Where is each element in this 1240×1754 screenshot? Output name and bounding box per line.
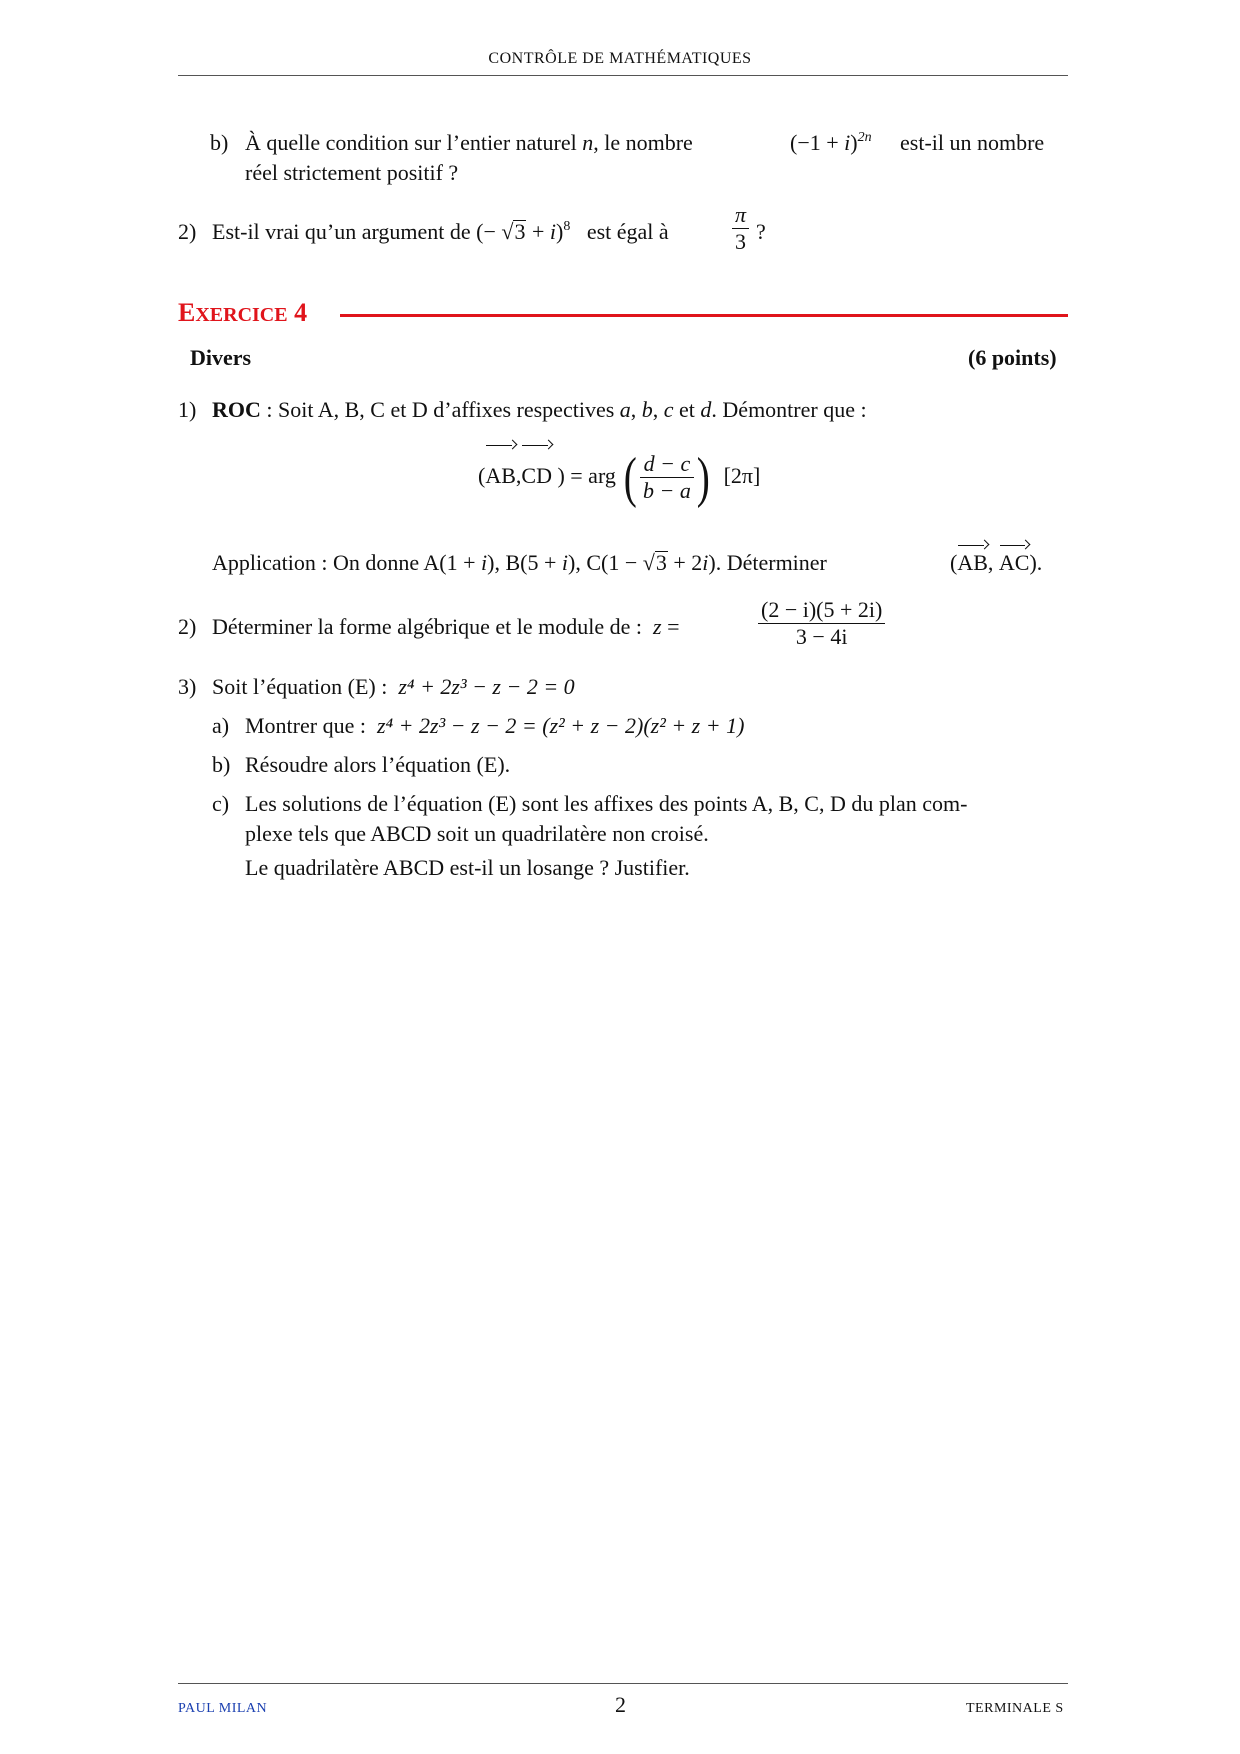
exq3a-label: a) [212,713,230,738]
exq3b-label: b) [212,752,231,777]
right-paren: ) [696,446,710,509]
vector-ab-2: AB [957,548,988,578]
exercise-points: (6 points) [968,345,1057,370]
exq3c-line1: Les solutions de l’équation (E) sont les affixes des points A, B, C, D du plan com- [245,791,968,816]
header-title: CONTRÔLE DE MATHÉMATIQUES [488,50,752,67]
vector-ac: AC [999,548,1030,578]
roc-formula: (AB,CD ) = arg ( $\frac{d - c}{b - a}$ ) [2π] [478,446,761,509]
footer-author: PAUL MILAN [178,1701,268,1716]
application-line: Application : On donne A(1 + i), B(5 + i), C(1 − √3 + 2i). Déterminer [212,550,827,575]
q1b-line1-end: est-il un nombre [900,130,1045,155]
exq3c-line3: Le quadrilatère ABCD est-il un losange ? Justifier. [245,855,690,880]
exq3b-text: Résoudre alors l’équation (E). [245,752,511,777]
exq2-fraction: $\frac{(2 - i)(5 + 2i)}{3 - 4i}$ [758,597,885,650]
exq1-text: ROC : Soit A, B, C et D d’affixes respectives a, b, c et d. Démontrer que : [212,397,867,422]
q2-text: Est-il vrai qu’un argument de (− √3 + i)$^8$ est égal à [212,219,669,244]
q1b-expression: $(-1 + i)^{2n}$ [790,130,872,155]
exq2-label: 2) [178,614,197,639]
vector-cd: CD [521,448,552,504]
q2-fraction: $\frac{\pi}{3}$ [732,202,749,255]
q1b-label: b) [210,130,229,155]
header-rule [178,75,1068,76]
q1b-line1: À quelle condition sur l’entier naturel n, le nombre [245,130,693,155]
q1b-line2: réel strictement positif ? [245,160,459,185]
exq3-text: Soit l’équation (E) : z⁴ + 2z³ − z − 2 = 0 [212,674,575,699]
exercise-subtitle: Divers [190,345,252,370]
footer-page-number: 2 [615,1692,626,1717]
exq3a-text: Montrer que : z⁴ + 2z³ − z − 2 = (z² + z − 2)(z² + z + 1) [245,713,745,738]
exq3c-line2: plexe tels que ABCD soit un quadrilatère non croisé. [245,821,709,846]
exq2-text: Déterminer la forme algébrique et le module de : z = [212,614,680,639]
q2-label: 2) [178,219,197,244]
exq3-label: 3) [178,674,197,699]
exercise-red-rule [340,314,1068,317]
exercise-title: EXERCICE 4 [178,298,308,327]
exq3c-label: c) [212,791,230,816]
vector-ab: AB [485,448,516,504]
sqrt-symbol: √ [501,219,514,244]
q2-question-mark: ? [756,219,766,244]
footer-rule [178,1683,1068,1684]
exq1-label: 1) [178,397,197,422]
left-paren: ( [624,446,638,509]
footer-class: TERMINALE S [966,1701,1064,1716]
application-vectors: (AB, AC). [950,548,1042,578]
sqrt-symbol: √ [642,550,655,575]
